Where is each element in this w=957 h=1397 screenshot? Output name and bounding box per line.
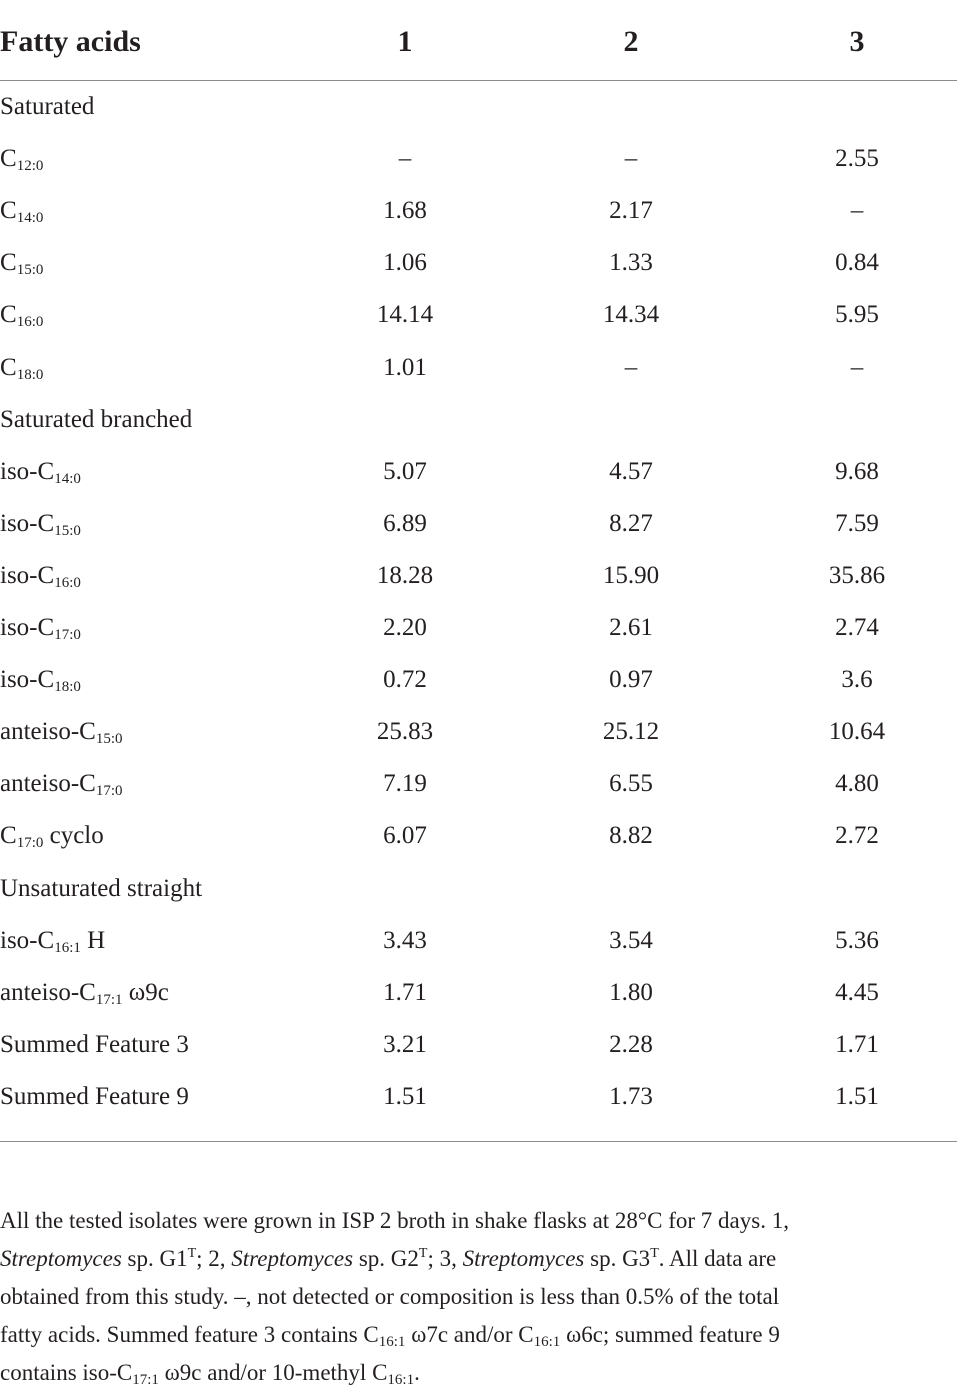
carbon-notation: 12:0: [16, 158, 44, 175]
value-isolate-1: 3.43: [383, 926, 427, 954]
text-run: All the tested isolates were grown in ISP 2 broth in shake flasks at 28°C for 7 days. 1,: [0, 1208, 789, 1233]
value-isolate-3: 9.68: [835, 457, 879, 485]
fatty-acid-name: [0, 654, 81, 706]
fatty-acid-name: [0, 915, 105, 967]
value-isolate-3: 2.74: [835, 614, 879, 641]
fatty-acid-name: [0, 602, 81, 654]
fatty-acid-prefix: iso-C: [0, 614, 55, 641]
text-run: ω6c; summed feature 9: [560, 1322, 780, 1347]
value-isolate-1: 5.07: [383, 457, 427, 485]
fatty-acid-name: [0, 1019, 189, 1071]
header-isolate-1: 1: [397, 25, 413, 58]
value-isolate-1: 6.89: [383, 509, 427, 537]
fatty-acid-name: [0, 706, 123, 758]
value-isolate-3: 1.71: [835, 1030, 879, 1058]
fatty-acid-name: [0, 342, 43, 394]
value-isolate-2: 15.90: [602, 561, 660, 589]
table-row: [0, 810, 957, 862]
fatty-acid-suffix: ω9c: [122, 978, 169, 1006]
section-row: [0, 863, 957, 915]
value-isolate-2: 14.34: [602, 301, 660, 329]
value-isolate-1: 1.01: [383, 353, 427, 381]
italic-text: Streptomyces: [231, 1246, 354, 1271]
value-isolate-3: –: [850, 197, 864, 225]
fatty-acid-prefix: C: [0, 197, 17, 225]
table-footnote: [0, 1202, 957, 1392]
fatty-acid-prefix: iso-C: [0, 457, 55, 485]
subscript: 17:1: [132, 1372, 159, 1388]
fatty-acid-prefix: anteiso-C: [0, 978, 96, 1006]
carbon-notation: 15:0: [95, 731, 123, 748]
text-run: ; 3,: [427, 1246, 463, 1271]
table-row: [0, 342, 957, 394]
value-isolate-3: 2.55: [835, 145, 879, 173]
value-isolate-1: 0.72: [383, 666, 427, 694]
carbon-notation: 17:0: [54, 627, 81, 643]
subscript: 16:1: [378, 1334, 406, 1350]
fatty-acid-name: [0, 1071, 189, 1123]
table-row: [0, 133, 957, 185]
fatty-acid-name: [0, 967, 169, 1019]
fatty-acid-prefix: C: [0, 301, 17, 329]
value-isolate-1: 18.28: [376, 561, 434, 589]
value-isolate-1: 1.51: [383, 1082, 427, 1110]
value-isolate-1: 1.71: [383, 978, 427, 1006]
superscript: T: [418, 1246, 428, 1261]
text-run: sp. G3: [584, 1246, 651, 1271]
carbon-notation: 14:0: [16, 210, 44, 227]
value-isolate-2: 0.97: [609, 666, 653, 694]
fatty-acid-name: [0, 498, 81, 550]
carbon-notation: 16:0: [16, 314, 44, 331]
value-isolate-3: –: [850, 353, 864, 381]
table-row: [0, 550, 957, 602]
table-row: [0, 1071, 957, 1123]
value-isolate-2: 1.33: [609, 249, 653, 277]
header-isolate-3: 3: [849, 25, 865, 58]
value-isolate-2: –: [624, 145, 638, 173]
carbon-notation: 18:0: [16, 366, 44, 383]
value-isolate-2: 8.27: [609, 509, 653, 537]
section-label: Saturated: [0, 93, 95, 120]
fatty-acid-name: [0, 185, 43, 237]
fatty-acid-name: [0, 550, 81, 602]
fatty-acid-name: [0, 810, 104, 862]
text-run: . All data are: [658, 1246, 777, 1271]
footnote-line: [0, 1354, 957, 1392]
table-row: [0, 446, 957, 498]
footnote-line: [0, 1240, 957, 1278]
text-run: fatty acids. Summed feature 3 contains C: [0, 1322, 379, 1347]
value-isolate-1: 6.07: [383, 822, 427, 850]
value-isolate-1: –: [398, 145, 412, 173]
fatty-acid-suffix: H: [80, 926, 106, 954]
value-isolate-1: 1.06: [383, 249, 427, 277]
value-isolate-2: –: [624, 353, 638, 381]
carbon-notation: 17:0: [16, 835, 44, 852]
superscript: T: [650, 1246, 659, 1261]
carbon-notation: 16:0: [54, 574, 81, 591]
value-isolate-3: 35.86: [828, 561, 886, 589]
text-run: contains iso-C: [0, 1360, 133, 1385]
subscript: 16:1: [533, 1334, 561, 1350]
fatty-acid-name: [0, 289, 43, 341]
value-isolate-3: 2.72: [835, 822, 879, 850]
fatty-acid-prefix: iso-C: [0, 509, 55, 537]
footnote-line: [0, 1278, 957, 1316]
text-run: ω9c and/or 10-methyl C: [158, 1360, 388, 1385]
fatty-acid-prefix: iso-C: [0, 926, 55, 954]
carbon-notation: 16:1: [54, 939, 81, 956]
value-isolate-1: 3.21: [383, 1030, 427, 1058]
value-isolate-2: 2.17: [609, 197, 653, 225]
footnote-line: [0, 1202, 957, 1240]
carbon-notation: 18:0: [54, 679, 81, 696]
value-isolate-1: 25.83: [376, 718, 434, 746]
fatty-acid-prefix: C: [0, 353, 17, 381]
fatty-acid-prefix: Summed Feature 9: [0, 1082, 189, 1110]
table-row: [0, 289, 957, 341]
value-isolate-3: 4.80: [835, 770, 879, 798]
carbon-notation: 17:1: [95, 991, 123, 1008]
carbon-notation: 15:0: [16, 262, 44, 279]
footnote-line: [0, 1316, 957, 1354]
table-row: [0, 706, 957, 758]
fatty-acid-prefix: C: [0, 249, 17, 277]
subscript: 16:1: [387, 1372, 415, 1388]
value-isolate-2: 6.55: [609, 770, 653, 798]
value-isolate-2: 25.12: [602, 718, 660, 746]
value-isolate-3: 4.45: [835, 978, 879, 1006]
table-row: [0, 758, 957, 810]
table-row: [0, 654, 957, 706]
table-header-row: [0, 16, 957, 68]
text-run: ; 2,: [196, 1246, 232, 1271]
value-isolate-1: 2.20: [383, 614, 427, 641]
section-row: [0, 81, 957, 133]
superscript: T: [187, 1246, 197, 1261]
italic-text: Streptomyces: [462, 1246, 585, 1271]
table-bottom-divider: [0, 1141, 957, 1142]
header-isolate-2: 2: [623, 25, 639, 58]
fatty-acid-name: [0, 133, 43, 185]
value-isolate-3: 1.51: [835, 1082, 879, 1110]
italic-text: Streptomyces: [0, 1246, 122, 1271]
table-row: [0, 498, 957, 550]
fatty-acid-name: [0, 446, 81, 498]
value-isolate-1: 1.68: [383, 197, 427, 225]
fatty-acid-prefix: iso-C: [0, 666, 55, 694]
value-isolate-2: 4.57: [609, 457, 653, 485]
fatty-acid-prefix: iso-C: [0, 561, 55, 589]
text-run: sp. G2: [353, 1246, 419, 1271]
fatty-acid-name: [0, 237, 43, 289]
carbon-notation: 14:0: [54, 470, 81, 487]
value-isolate-1: 14.14: [376, 301, 434, 329]
fatty-acid-suffix: cyclo: [43, 822, 104, 850]
fatty-acid-prefix: anteiso-C: [0, 718, 96, 746]
value-isolate-1: 7.19: [383, 770, 427, 798]
value-isolate-2: 3.54: [609, 926, 653, 954]
value-isolate-3: 3.6: [841, 666, 873, 694]
text-run: sp. G1: [121, 1246, 188, 1271]
header-fatty-acids: Fatty acids: [0, 25, 141, 58]
section-label: Saturated branched: [0, 405, 193, 433]
fatty-acid-prefix: anteiso-C: [0, 770, 96, 798]
table-row: [0, 237, 957, 289]
carbon-notation: 17:0: [95, 783, 123, 800]
section-label: Unsaturated straight: [0, 874, 203, 902]
text-run: obtained from this study. –, not detected or composition is less than 0.5% of the total: [0, 1284, 780, 1309]
table-row: [0, 1019, 957, 1071]
carbon-notation: 15:0: [54, 522, 81, 539]
value-isolate-3: 0.84: [835, 249, 879, 277]
table-row: [0, 185, 957, 237]
fatty-acid-prefix: Summed Feature 3: [0, 1030, 189, 1058]
value-isolate-3: 5.36: [835, 926, 879, 954]
fatty-acid-prefix: C: [0, 145, 17, 173]
value-isolate-3: 5.95: [835, 301, 879, 329]
value-isolate-2: 1.80: [609, 978, 653, 1006]
text-run: ω7c and/or C: [405, 1322, 534, 1347]
table-row: [0, 602, 957, 654]
text-run: .: [414, 1360, 420, 1385]
value-isolate-2: 2.28: [609, 1030, 653, 1058]
value-isolate-3: 10.64: [828, 718, 886, 746]
value-isolate-2: 8.82: [609, 822, 653, 850]
value-isolate-3: 7.59: [835, 509, 879, 537]
fatty-acid-name: [0, 758, 123, 810]
table-row: [0, 915, 957, 967]
table-row: [0, 967, 957, 1019]
fatty-acid-prefix: C: [0, 822, 17, 850]
value-isolate-2: 1.73: [609, 1082, 653, 1110]
value-isolate-2: 2.61: [609, 614, 653, 641]
section-row: [0, 394, 957, 446]
